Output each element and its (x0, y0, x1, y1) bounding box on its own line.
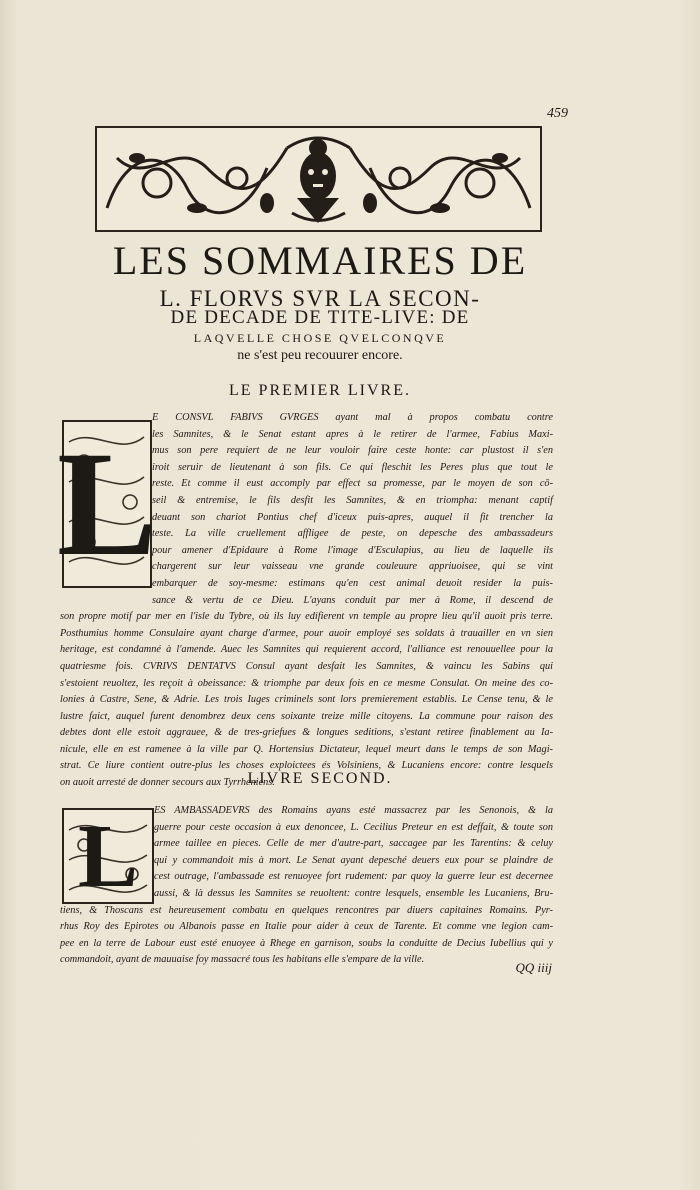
book1-line: E CONSVL FABIVS GVRGES ayant mal à propos combatu contre (152, 412, 553, 423)
book1-line: iroit seruir de lieutenant à son fils. Ce qui fleschit les Peres plus que tout le (152, 461, 553, 473)
book2-line: commandoit, ayant de mauuaise foy massacré tous les habitans elle s'empare de la ville. (60, 954, 425, 966)
book2-line: armee taillee en pieces. Celle de mer d'autre-part, saccagee par les Tarentins: & celuy (154, 838, 553, 850)
book2-line: qui y commandoit mis à mort. Le Senat ayant depesché deuers eux pour se plaindre de (154, 854, 553, 866)
book1-line: s'estoient reuoltez, les reçoit à obeissance: & triomphe par deux fois en ce mesme Consulat. On meine des co- (60, 677, 553, 689)
book1-line: deuant son chariot Pontius chef d'iceux puis-apres, auquel il fit trencher la (152, 511, 553, 523)
headpiece-ornament-icon (97, 128, 540, 230)
book1-initial-glyph: L (56, 421, 158, 587)
book1-line: nicule, elle en est ramenee à la ville par Q. Hortensius Dictateur, lequel meurt dans le temps de son Magi- (60, 743, 553, 755)
book1-line: strat. Ce liure contient outre-plus les choses exploictees és Volsiniens, & Lucaniens encore: contre lesquels (60, 760, 553, 772)
title-line-5: ne s'est peu recouurer encore. (237, 348, 403, 363)
book1-line: mus son pere requiert de ne leur vouloir faire ceste honte: car plustost il s'en (152, 445, 553, 457)
book1-line: seil & entremise, le fils desfit les Samnites, & en triompha: menant captif (152, 494, 553, 506)
book1-line: lustre faict, auquel furent denombrez deux cens soixante treize mille citoyens. La commune pour raison des (60, 710, 553, 722)
book1-line: quatriesme fois. CVRIVS DENTATVS Consul ayant desfait les Samnites, & vaincu les Sabins qui (60, 660, 553, 672)
title-line-2: L. FLORVS SVR LA SECON- (159, 286, 481, 311)
page-number: 459 (547, 106, 568, 121)
book1-line: son propre motif par mer en l'isle du Tybre, où ils luy edifierent vn temple au propre lieu qu'il auoit pris terre. (60, 611, 553, 623)
book1-line: on auoit arresté de donner secours aux Tyrrheniens. (60, 777, 275, 789)
ornamental-headpiece (95, 126, 542, 232)
book1-line: sance & vertu de ce Dieu. L'ayans conduit par mer à Rome, il descend de (152, 594, 553, 606)
book2-line: cest outrage, l'ambassade est renuoyee fort rudement: par quoy la guerre leur est decernee (154, 871, 553, 883)
book2-initial-glyph: L (77, 806, 139, 906)
title-line-3: DE DECADE DE TITE-LIVE: DE (170, 307, 470, 328)
book2-line: tiens, & Thoscans est heureusement combatu en quelques rencontres par diuers capitaines Romains. Pyr- (60, 904, 553, 916)
book1-line: chargerent sur leur vaisseau vne grande couleuure appriuoisee, qui se vint (152, 561, 553, 573)
book2-line: aussi, & là dessus les Samnites se reuoltent: contre lesquels, ensemble les Lucaniens, Bru- (154, 887, 553, 899)
book2-heading: LIVRE SECOND. (247, 770, 393, 787)
book2-line: ES AMBASSADEVRS des Romains ayans esté massacrez par les Senonois, & la (154, 805, 553, 816)
book1-line: pour amener d'Epidaure à Rome l'image d'Esculapius, au lieu de laquelle ils (152, 544, 553, 556)
book1-line: reste. Et comme il eust accomply par effect sa promesse, par le moyen de son cō- (152, 478, 553, 490)
title-line-4: LAQVELLE CHOSE QVELCONQVE (193, 331, 447, 345)
book2-line: pee en la terre de Labour eust esté enuoyee à Rhege en garnison, soubs la conduitte de Decius Iubellius qui y (60, 937, 553, 949)
title-line-1: LES SOMMAIRES DE (112, 238, 528, 283)
book1-line: heritage, est condamné à l'amende. Auec les Samnites qui requierent accord, l'alliance est renouuellee pour la (60, 644, 553, 656)
book2-text (60, 803, 553, 969)
book1-text (56, 410, 553, 792)
book1-line: les Samnites, & le Senat estant apres à le retirer de l'armee, Fabius Maxi- (152, 428, 553, 440)
book2-line: rhus Roy des Epirotes ou Albanois passe en Italie pour aider à ceux de Tarente. Et comme vne legion cam- (60, 921, 553, 933)
book1-heading: LE PREMIER LIVRE. (229, 382, 411, 399)
book2-line: guerre pour ceste occasion à eux denoncee, L. Cecilius Preteur en est deffait, & toute son (154, 821, 553, 833)
signature-mark: QQ iiij (515, 960, 552, 975)
book1-line: lonies à Castre, Sene, & Adrie. Les trois Iuges criminels sont lors premierement establis. Le Cense tenu, & le (60, 694, 553, 706)
book1-line: embarquer de soy-mesme: estimans qu'en cest animal deuoit resider la puis- (152, 577, 553, 589)
book1-line: teste. La ville cruellement affligee de peste, on depesche des ambassadeurs (152, 528, 553, 540)
book1-line: Posthumius homme Consulaire ayant charge d'armee, pour auoir employé ses soldats à trauailler en vn sien (60, 627, 553, 639)
book1-line: debtes dont elle estoit aggrauee, & de tres-griefues & longues seditions, s'estant retiree finablement au Ia- (60, 727, 553, 739)
